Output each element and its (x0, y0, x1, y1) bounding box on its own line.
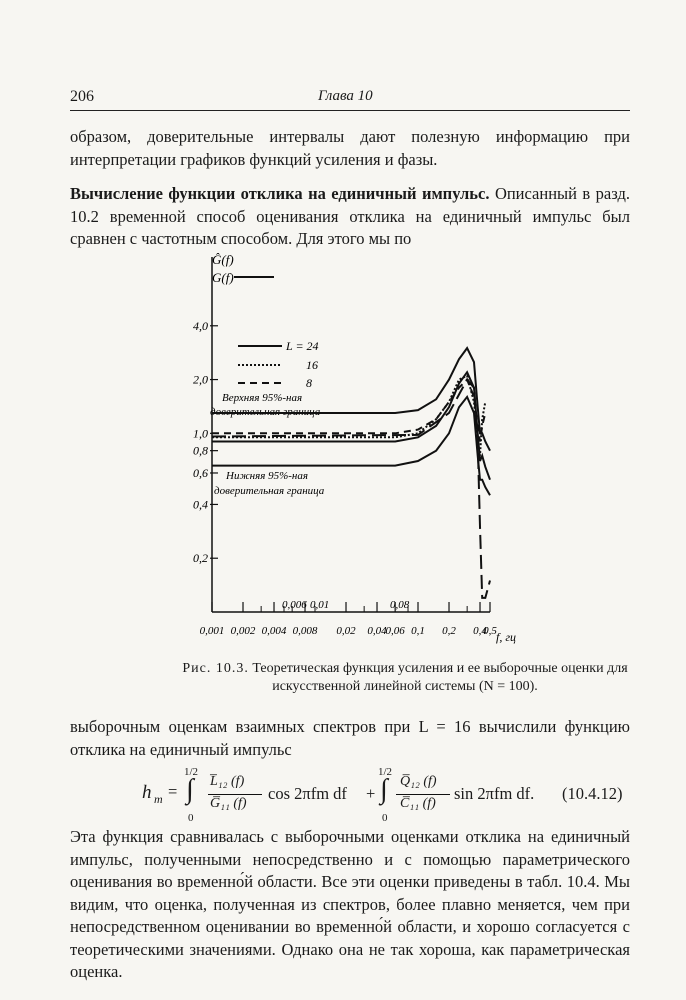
paragraph-2 (70, 183, 630, 251)
x-tick-label: 0,004 (261, 625, 287, 637)
x-tick-labels (200, 625, 498, 637)
lower-bound-label-line1: Нижняя 95%-ная (226, 470, 309, 482)
int1-upper: 1/2 (184, 766, 199, 778)
lower-bound-label-line2: доверительная граница (214, 485, 325, 497)
y-tick-label: 4,0 (193, 318, 208, 333)
paragraph-3: выборочным оценкам взаимных спектров при L = 16 вычислили функцию отклика на единичный импульс (70, 717, 630, 759)
caption-ref: Рис. 10.3. (182, 661, 249, 676)
term2: sin 2πfm df. (454, 784, 535, 803)
formula-equals: = (168, 782, 178, 801)
paragraph-1: образом, доверительные интервалы дают полезную информацию при интерпретации графиков функций усиления и фазы. (70, 127, 630, 169)
y-tick-label: 0,8 (193, 443, 208, 458)
y-tick-label: 1,0 (193, 426, 208, 441)
x-tick-label: 0,1 (411, 625, 425, 637)
term1: cos 2πfm df (268, 784, 347, 803)
x-tick-label: 0,5 (483, 625, 497, 637)
formula-lhs: h (142, 782, 152, 803)
caption-text: Теоретическая функция усиления и ее выборочные оценки для искусственной линейной системы (N = 100). (252, 661, 628, 694)
int2-lower: 0 (382, 812, 388, 824)
x-tick-label: 0,001 (199, 625, 225, 637)
x-tick-label: 0,06 (385, 625, 405, 637)
int2-sign: ∫ (380, 774, 388, 805)
frac1-denominator: G̅₁₁ (f) (210, 796, 247, 811)
legend (238, 339, 319, 390)
figure-caption (175, 660, 635, 696)
section-heading: Вычисление функции отклика на единичный импульс. (70, 184, 490, 203)
frac2-numerator: Q̅₁₂ (f) (400, 774, 437, 789)
header-rule (70, 110, 630, 111)
upper-bound-label (210, 392, 321, 418)
formula-10-4-12 (130, 762, 640, 824)
int1-lower: 0 (188, 812, 194, 824)
formula-plus: + (366, 784, 376, 803)
y-tick-label: 2,0 (193, 372, 208, 387)
x-axis-unit: f, гц (496, 630, 517, 644)
y-tick-label: 0,2 (193, 551, 208, 566)
int2-upper: 1/2 (378, 766, 393, 778)
formula-lhs-sub: m (154, 792, 163, 806)
x-tick-label: 0,4 (473, 625, 487, 637)
figure-10-3 (190, 252, 540, 657)
y-axis-labels (212, 252, 274, 285)
int1-sign: ∫ (186, 774, 194, 805)
paragraph-4: Эта функция сравнивалась с выборочными оценками отклика на единичный импульс, полученными непосредственно и с помощью параметрического оценивания во временно́й области. Все эти оценки приведены в табл. 10.4. Мы видим, что оценка, полученная из спектров, более плавно меняется, чем при непосредственном оценивании во временно́й области, и хорошо согласуется с теоретическими значениями. Однако она не так хороша, как параметрическая оценка. (70, 827, 630, 981)
frac1-bar (208, 794, 262, 795)
upper-tick-0-006: 0,006 (282, 599, 307, 611)
gain-chart (190, 252, 540, 652)
legend-label-16: 16 (306, 358, 318, 372)
y-tick-label: 0,4 (193, 497, 208, 512)
upper-tick-0-01: 0,01 (310, 599, 330, 611)
x-tick-label: 0,2 (442, 625, 456, 637)
upper-tick-0-08: 0,08 (390, 599, 410, 611)
y-axis-label-estimate: Ĝ(f) (212, 252, 234, 267)
upper-bound-label-line1: Верхняя 95%-ная (222, 392, 303, 404)
chapter-title: Глава 10 (318, 88, 373, 104)
paragraph-2-body: Описанный в разд. 10.2 временной способ оценивания отклика на единичный импульс был сравнен с частотным способом. Для этого мы по (70, 184, 630, 248)
frac2-denominator: C̅₁₁ (f) (400, 796, 436, 811)
x-tick-label: 0,002 (230, 625, 256, 637)
series-line-0 (212, 372, 490, 480)
x-tick-label: 0,04 (367, 625, 387, 637)
frac2-bar (396, 794, 450, 795)
page-number: 206 (70, 88, 94, 105)
y-axis-label-theory: G(f) (212, 270, 234, 285)
legend-label-8: 8 (306, 376, 312, 390)
legend-label-l24: L = 24 (286, 339, 319, 353)
upper-bound-label-line2: доверительная граница (210, 406, 321, 418)
x-tick-label: 0,02 (336, 625, 356, 637)
formula-number: (10.4.12) (562, 784, 623, 803)
x-tick-label: 0,008 (292, 625, 318, 637)
frac1-numerator: L̅₁₂ (f) (210, 774, 245, 789)
y-tick-label: 0,6 (193, 465, 208, 480)
y-tick-labels (193, 319, 208, 565)
lower-bound-label (214, 470, 325, 497)
